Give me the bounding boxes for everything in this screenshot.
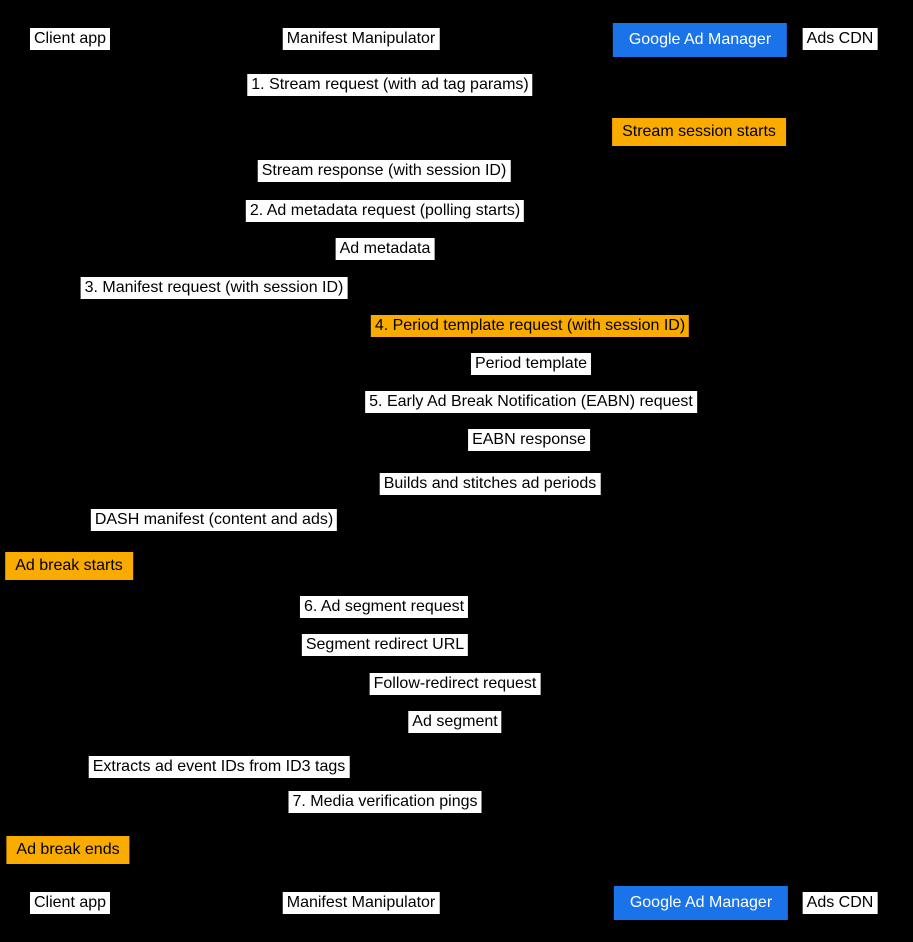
message-ad-metadata-request: 2. Ad metadata request (polling starts): [246, 200, 524, 222]
message-period-template: Period template: [471, 353, 591, 375]
message-eabn-response: EABN response: [468, 429, 590, 451]
message-builds-and-stitches: Builds and stitches ad periods: [380, 473, 601, 495]
actor-manifest-manipulator-bottom: Manifest Manipulator: [283, 892, 440, 914]
actor-manifest-manipulator-top: Manifest Manipulator: [283, 28, 440, 50]
message-media-verification-pings: 7. Media verification pings: [289, 791, 482, 813]
message-ad-segment-request: 6. Ad segment request: [300, 596, 468, 618]
actor-client-app-bottom: Client app: [30, 892, 110, 914]
note-stream-session-starts: Stream session starts: [612, 118, 786, 146]
message-follow-redirect-request: Follow-redirect request: [370, 673, 541, 695]
message-ad-metadata: Ad metadata: [336, 238, 435, 260]
message-ad-segment: Ad segment: [408, 711, 501, 733]
message-stream-response: Stream response (with session ID): [258, 160, 511, 182]
actor-google-ad-manager-bottom: Google Ad Manager: [614, 886, 788, 920]
message-eabn-request: 5. Early Ad Break Notification (EABN) request: [365, 391, 697, 413]
actor-google-ad-manager-top: Google Ad Manager: [613, 23, 787, 57]
message-segment-redirect-url: Segment redirect URL: [302, 634, 468, 656]
message-extracts-id3-tags: Extracts ad event IDs from ID3 tags: [89, 756, 350, 778]
message-stream-request: 1. Stream request (with ad tag params): [247, 74, 532, 96]
actor-client-app-top: Client app: [30, 28, 110, 50]
note-ad-break-ends: Ad break ends: [6, 836, 129, 864]
actor-ads-cdn-bottom: Ads CDN: [803, 892, 878, 914]
message-manifest-request: 3. Manifest request (with session ID): [81, 277, 348, 299]
message-dash-manifest: DASH manifest (content and ads): [91, 509, 337, 531]
note-ad-break-starts: Ad break starts: [5, 552, 133, 580]
actor-ads-cdn-top: Ads CDN: [803, 28, 878, 50]
message-period-template-request: 4. Period template request (with session ID): [371, 315, 689, 337]
